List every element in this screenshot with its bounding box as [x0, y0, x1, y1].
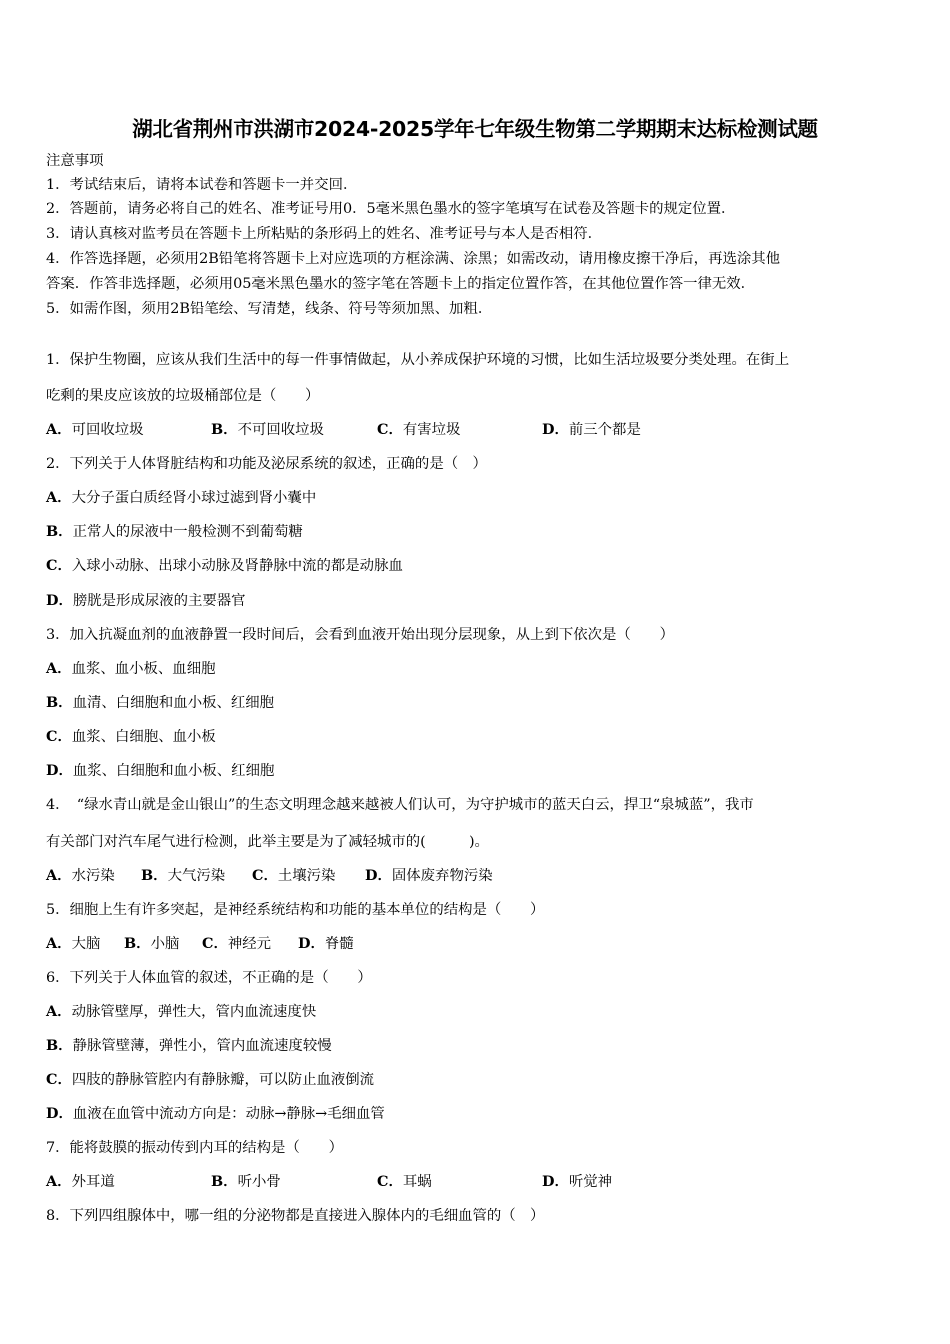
question-4-stem: 有关部门对汽车尾气进行检测，此举主要是为了减轻城市的( )。	[46, 834, 489, 850]
question-1-option-c[interactable]: C．有害垃圾	[377, 421, 461, 438]
question-4-option-a[interactable]: A．水污染	[46, 867, 115, 884]
question-8-stem: 8．下列四组腺体中，哪一组的分泌物都是直接进入腺体内的毛细血管的（ ）	[46, 1208, 545, 1224]
question-1-stem: 吃剩的果皮应该放的垃圾桶部位是（ ）	[46, 388, 320, 404]
notice-heading: 注意事项	[46, 153, 104, 169]
question-2-option-a[interactable]: A．大分子蛋白质经肾小球过滤到肾小囊中	[46, 489, 317, 506]
question-3-option-c[interactable]: C．血浆、白细胞、血小板	[46, 728, 216, 745]
question-7-option-a[interactable]: A．外耳道	[46, 1173, 115, 1190]
notice-item: 4．作答选择题，必须用2B铅笔将答题卡上对应选项的方框涂满、涂黑；如需改动，请用橡皮擦干净后，再选涂其他	[46, 251, 781, 267]
notice-item: 答案．作答非选择题，必须用05毫米黑色墨水的签字笔在答题卡上的指定位置作答，在其他位置作答一律无效．	[46, 276, 756, 292]
notice-item: 1．考试结束后，请将本试卷和答题卡一并交回．	[46, 177, 358, 193]
question-1-option-d[interactable]: D．前三个都是	[542, 421, 641, 438]
question-5-option-b[interactable]: B．小脑	[124, 935, 180, 952]
question-3-option-b[interactable]: B．血清、白细胞和血小板、红细胞	[46, 694, 275, 711]
question-1-stem: 1．保护生物圈，应该从我们生活中的每一件事情做起，从小养成保护环境的习惯，比如生活垃圾要分类处理。在街上	[46, 352, 790, 368]
question-5-option-a[interactable]: A．大脑	[46, 935, 101, 952]
question-4-option-c[interactable]: C．土壤污染	[252, 867, 336, 884]
question-2-option-b[interactable]: B．正常人的尿液中一般检测不到葡萄糖	[46, 523, 303, 540]
question-2-option-c[interactable]: C．入球小动脉、出球小动脉及肾静脉中流的都是动脉血	[46, 557, 403, 574]
question-6-option-d[interactable]: D．血液在血管中流动方向是：动脉→静脉→毛细血管	[46, 1105, 385, 1122]
question-7-option-b[interactable]: B．听小骨	[211, 1173, 281, 1190]
question-1-option-a[interactable]: A．可回收垃圾	[46, 421, 144, 438]
question-7-option-c[interactable]: C．耳蜗	[377, 1173, 432, 1190]
question-6-stem: 6．下列关于人体血管的叙述，不正确的是（ ）	[46, 970, 372, 986]
question-4-stem: 4． “绿水青山就是金山银山”的生态文明理念越来越被人们认可，为守护城市的蓝天白云，捍卫“泉城蓝”，我市	[46, 797, 754, 813]
question-4-option-d[interactable]: D．固体废弃物污染	[365, 867, 493, 884]
question-2-stem: 2．下列关于人体肾脏结构和功能及泌尿系统的叙述，正确的是（ ）	[46, 456, 487, 472]
question-6-option-c[interactable]: C．四肢的静脉管腔内有静脉瓣，可以防止血液倒流	[46, 1071, 375, 1088]
question-3-option-a[interactable]: A．血浆、血小板、血细胞	[46, 660, 216, 677]
question-5-option-c[interactable]: C．神经元	[202, 935, 272, 952]
page-title: 湖北省荆州市洪湖市2024-2025学年七年级生物第二学期期末达标检测试题	[132, 117, 818, 141]
question-7-stem: 7．能将鼓膜的振动传到内耳的结构是（ ）	[46, 1140, 343, 1156]
question-3-option-d[interactable]: D．血浆、白细胞和血小板、红细胞	[46, 762, 275, 779]
notice-item: 3．请认真核对监考员在答题卡上所粘贴的条形码上的姓名、准考证号与本人是否相符．	[46, 226, 603, 242]
question-2-option-d[interactable]: D．膀胱是形成尿液的主要器官	[46, 592, 246, 609]
question-3-stem: 3．加入抗凝血剂的血液静置一段时间后，会看到血液开始出现分层现象，从上到下依次是（ ）	[46, 627, 674, 643]
question-6-option-a[interactable]: A．动脉管壁厚，弹性大，管内血流速度快	[46, 1003, 317, 1020]
question-7-option-d[interactable]: D．听觉神	[542, 1173, 613, 1190]
notice-item: 2．答题前，请务必将自己的姓名、准考证号用0．5毫米黑色墨水的签字笔填写在试卷及答题卡的规定位置．	[46, 201, 736, 217]
notice-item: 5．如需作图，须用2B铅笔绘、写清楚，线条、符号等须加黑、加粗．	[46, 301, 493, 317]
question-5-stem: 5．细胞上生有许多突起，是神经系统结构和功能的基本单位的结构是（ ）	[46, 902, 545, 918]
question-5-option-d[interactable]: D．脊髓	[298, 935, 354, 952]
question-6-option-b[interactable]: B．静脉管壁薄，弹性小，管内血流速度较慢	[46, 1037, 332, 1054]
question-1-option-b[interactable]: B．不可回收垃圾	[211, 421, 324, 438]
question-4-option-b[interactable]: B．大气污染	[141, 867, 226, 884]
